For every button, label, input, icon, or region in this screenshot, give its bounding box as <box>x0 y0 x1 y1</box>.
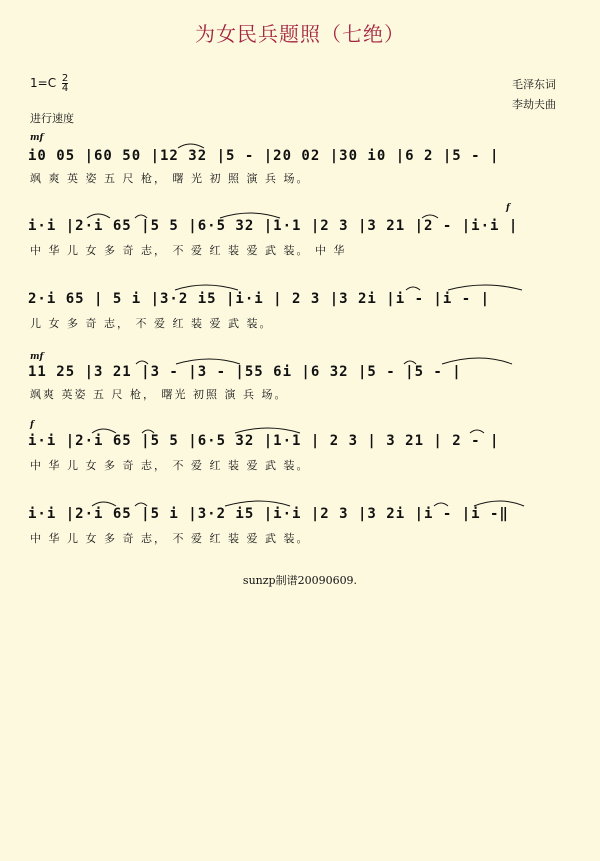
lyrics-line-5: 中 华 儿 女 多 奇 志， 不 爱 红 装 爱 武 装。 <box>30 459 310 472</box>
lyrics-line-1: 飒 爽 英 姿 五 尺 枪， 曙 光 初 照 演 兵 场。 <box>30 172 310 185</box>
time-numerator: 2 <box>61 73 69 84</box>
slur-mark <box>220 213 280 218</box>
dynamic-mark: mf <box>30 352 44 362</box>
slur-mark <box>470 430 484 433</box>
notation-line-2: i·i |2·i 65 |5 5 |6·5 32 |1·1 |2 3 |3 21 |2 - |i·i | <box>28 218 519 234</box>
slur-mark <box>178 144 204 148</box>
notation-line-1: i0 05 |60 50 |12 32 |5 - |20 02 |30 i0 |6 2 |5 - | <box>28 148 500 164</box>
slur-mark <box>135 503 147 506</box>
slur-mark <box>175 285 238 290</box>
notation-line-6: i·i |2·i 65 |5 i |3·2 i5 |i·i |2 3 |3 2i |i - |i -‖ <box>28 506 509 522</box>
lyrics-line-2: 中 华 儿 女 多 奇 志， 不 爱 红 装 爱 武 装。 中 华 <box>30 244 347 257</box>
slur-mark <box>92 429 116 433</box>
notation-line-4: 11 25 |3 21 |3 - |3 - |55 6i |6 32 |5 - |5 - | <box>28 364 462 380</box>
slur-mark <box>92 502 116 506</box>
slur-mark <box>404 361 416 364</box>
slur-mark <box>87 214 110 218</box>
slur-mark <box>176 359 240 364</box>
slur-mark <box>225 501 290 506</box>
slur-mark <box>448 285 522 290</box>
composer-credit: 李劫夫曲 <box>512 98 556 111</box>
slur-mark <box>136 361 148 364</box>
notation-line-5: i·i |2·i 65 |5 5 |6·5 32 |1·1 | 2 3 | 3 21 | 2 - | <box>28 433 500 449</box>
lyrics-line-6: 中 华 儿 女 多 奇 志， 不 爱 红 装 爱 武 装。 <box>30 532 310 545</box>
slur-mark <box>135 215 147 218</box>
dynamic-mark: mf <box>30 133 44 143</box>
slur-mark <box>442 358 512 364</box>
lyricist-credit: 毛泽东词 <box>512 78 556 91</box>
slur-mark <box>406 287 420 290</box>
slur-mark <box>474 501 524 506</box>
lyrics-line-3: 儿 女 多 奇 志， 不 爱 红 装 爱 武 装。 <box>30 317 273 330</box>
transcriber-credit: sunzp制谱20090609. <box>242 574 358 587</box>
page-title: 为女民兵题照（七绝） <box>195 22 405 46</box>
lyrics-line-4: 飒爽 英姿 五 尺 枪， 曙光 初照 演 兵 场。 <box>30 388 288 401</box>
notation-line-3: 2·i 65 | 5 i |3·2 i5 |i·i | 2 3 |3 2i |i - |i - | <box>28 291 491 307</box>
slur-mark <box>422 215 438 218</box>
time-denominator: 4 <box>61 83 69 94</box>
key-label: 1=C <box>30 76 57 90</box>
slur-mark <box>142 430 154 433</box>
slur-mark <box>434 503 448 506</box>
tempo-marking: 进行速度 <box>30 112 74 125</box>
slur-mark <box>235 428 300 433</box>
dynamic-mark: f <box>506 203 510 213</box>
dynamic-mark: f <box>30 420 34 430</box>
